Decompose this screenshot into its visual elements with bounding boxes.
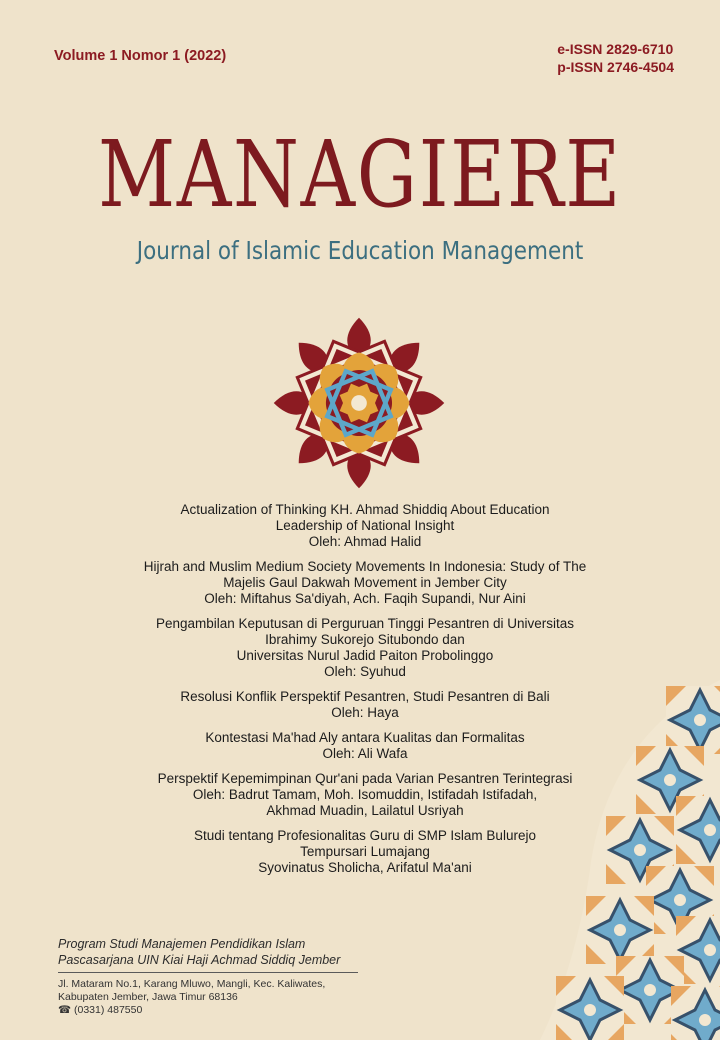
article-authors: Oleh: Ali Wafa — [322, 746, 408, 761]
footer-divider — [58, 972, 358, 973]
volume-number: Volume 1 Nomor 1 (2022) — [54, 48, 227, 64]
article-title-line: Hijrah and Muslim Medium Society Movements In Indonesia: Study of The — [143, 559, 587, 574]
article-authors: Oleh: Miftahus Sa'diyah, Ach. Faqih Supandi, Nur Aini — [204, 591, 526, 606]
program-name: Program Studi Manajemen Pendidikan Islam — [58, 937, 306, 951]
article-title-line: Ibrahimy Sukorejo Situbondo dan — [265, 632, 465, 647]
e-issn: e-ISSN 2829-6710 — [557, 41, 674, 57]
journal-subtitle: Journal of Islamic Education Management — [136, 236, 584, 265]
address-line: Jl. Mataram No.1, Karang Mluwo, Mangli, Kec. Kaliwates, — [58, 978, 326, 990]
article-title-line: Tempursari Lumajang — [300, 844, 430, 859]
article-title-line: Kontestasi Ma'had Aly antara Kualitas dan Formalitas — [205, 730, 525, 745]
p-issn: p-ISSN 2746-4504 — [557, 59, 674, 75]
address-line: Kabupaten Jember, Jawa Timur 68136 — [58, 991, 238, 1003]
phone-number: ☎ (0331) 487550 — [58, 1004, 143, 1016]
article-authors: Oleh: Ahmad Halid — [308, 534, 422, 549]
article-title-line: Majelis Gaul Dakwah Movement in Jember City — [223, 575, 507, 590]
article-authors: Oleh: Syuhud — [324, 664, 406, 679]
publisher-footer — [58, 936, 358, 1017]
article-title-line: Resolusi Konflik Perspektif Pesantren, Studi Pesantren di Bali — [180, 689, 550, 704]
article-authors: Syovinatus Sholicha, Arifatul Ma'ani — [258, 860, 472, 875]
geometric-pattern-decoration-icon — [520, 680, 720, 1040]
article-entry — [90, 616, 640, 680]
article-title-line: Perspektif Kepemimpinan Qur'ani pada Varian Pesantren Terintegrasi — [157, 771, 573, 786]
article-authors: Akhmad Muadin, Lailatul Usriyah — [266, 803, 464, 818]
article-entry — [90, 559, 640, 607]
article-authors: Oleh: Badrut Tamam, Moh. Isomuddin, Istifadah Istifadah, — [192, 787, 538, 802]
article-title-line: Studi tentang Profesionalitas Guru di SMP Islam Bulurejo — [194, 828, 536, 843]
article-title-line: Pengambilan Keputusan di Perguruan Tinggi Pesantren di Universitas — [155, 616, 574, 631]
article-entry — [90, 502, 640, 550]
issn-block — [557, 40, 674, 76]
article-title-line: Universitas Nurul Jadid Paiton Probolinggo — [236, 648, 494, 663]
article-title-line: Leadership of National Insight — [275, 518, 455, 533]
article-authors: Oleh: Haya — [331, 705, 399, 720]
article-title-line: Actualization of Thinking KH. Ahmad Shiddiq About Education — [180, 502, 550, 517]
islamic-star-emblem-icon — [272, 316, 446, 490]
journal-title: MANAGIERE — [98, 121, 622, 228]
institution-name: Pascasarjana UIN Kiai Haji Achmad Siddiq Jember — [58, 953, 341, 967]
